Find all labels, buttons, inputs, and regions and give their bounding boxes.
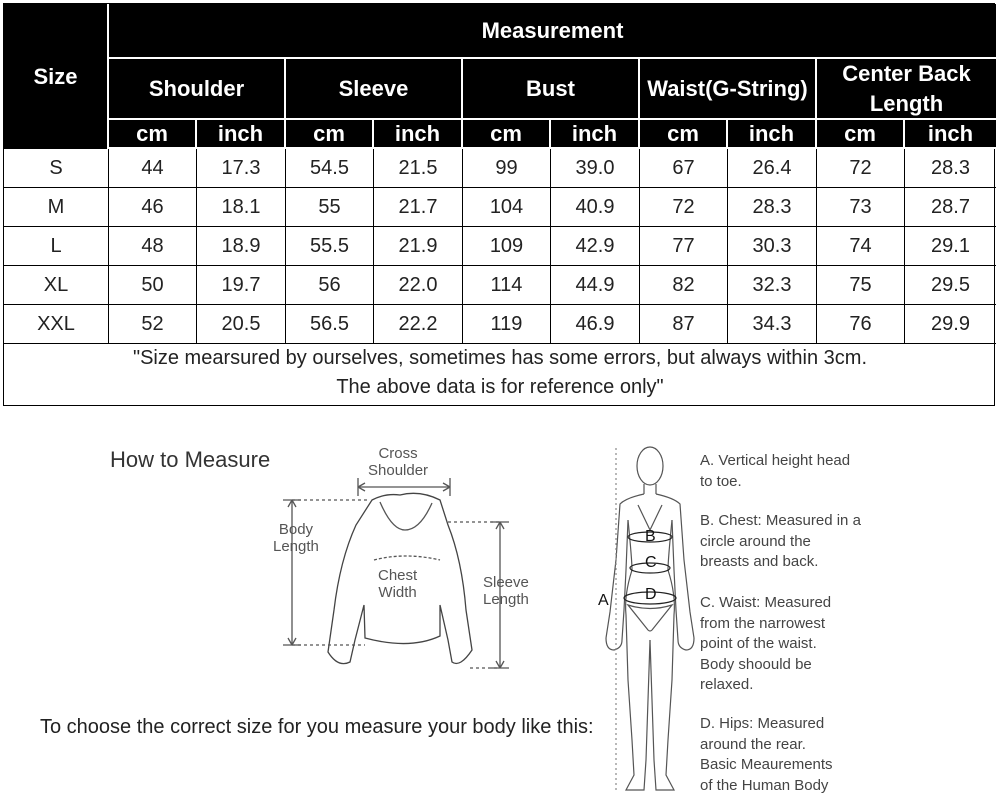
chest-width-label: Chest Width (378, 567, 418, 601)
cross-shoulder-label: Cross Shoulder (368, 445, 429, 479)
table-note (4, 344, 996, 402)
table-cell: 28.3 (905, 149, 996, 188)
description-a: A. Vertical height head to toe. (700, 452, 851, 490)
table-cell: 18.1 (197, 188, 286, 227)
note-line-1: "Size mearsured by ourselves, sometimes has some errors, but always within 3cm. (132, 347, 868, 369)
label-d: D (645, 586, 657, 603)
table-cell: 119 (463, 305, 551, 344)
note-line-2: The above data is for reference only" (336, 376, 664, 398)
size-cell: XL (4, 266, 109, 305)
table-cell: 29.5 (905, 266, 996, 305)
table-cell: 19.7 (197, 266, 286, 305)
table-cell: 55 (286, 188, 374, 227)
table-cell: 82 (640, 266, 728, 305)
table-cell: 40.9 (551, 188, 640, 227)
table-cell: 56.5 (286, 305, 374, 344)
table-cell: 39.0 (551, 149, 640, 188)
table-cell: 109 (463, 227, 551, 266)
table-cell: 44 (109, 149, 197, 188)
description-d: D. Hips: Measured around the rear. Basic Meaurements of the Human Body (700, 715, 833, 794)
size-cell: S (4, 149, 109, 188)
table-cell: 76 (817, 305, 905, 344)
table-cell: 73 (817, 188, 905, 227)
center-back-length-header: Center Back Length (817, 59, 996, 120)
table-cell: 56 (286, 266, 374, 305)
size-header: Size (4, 4, 109, 149)
unit-header: inch (728, 120, 817, 149)
body-length-label: Body Length (273, 521, 319, 555)
table-cell: 21.7 (374, 188, 463, 227)
table-cell: 72 (817, 149, 905, 188)
table-cell: 21.9 (374, 227, 463, 266)
table-cell: 17.3 (197, 149, 286, 188)
unit-header: cm (109, 120, 197, 149)
table-cell: 34.3 (728, 305, 817, 344)
size-cell: M (4, 188, 109, 227)
table-cell: 42.9 (551, 227, 640, 266)
table-cell: 52 (109, 305, 197, 344)
size-cell: XXL (4, 305, 109, 344)
how-to-measure-title: How to Measure (110, 447, 271, 472)
table-cell: 72 (640, 188, 728, 227)
table-cell: 29.1 (905, 227, 996, 266)
measurement-header: Measurement (109, 4, 996, 59)
bust-header: Bust (463, 59, 640, 120)
table-cell: 22.0 (374, 266, 463, 305)
table-cell: 20.5 (197, 305, 286, 344)
table-cell: 74 (817, 227, 905, 266)
table-cell: 44.9 (551, 266, 640, 305)
label-c: C (645, 554, 657, 571)
table-cell: 99 (463, 149, 551, 188)
table-cell: 30.3 (728, 227, 817, 266)
unit-header: inch (905, 120, 996, 149)
table-cell: 46.9 (551, 305, 640, 344)
choose-size-instruction: To choose the correct size for you measure your body like this: (40, 716, 594, 738)
table-cell: 32.3 (728, 266, 817, 305)
unit-header: cm (817, 120, 905, 149)
sleeve-length-label: Sleeve Length (483, 574, 529, 608)
table-cell: 67 (640, 149, 728, 188)
waist-header: Waist(G-String) (640, 59, 817, 120)
table-cell: 104 (463, 188, 551, 227)
unit-header: inch (374, 120, 463, 149)
table-cell: 87 (640, 305, 728, 344)
table-cell: 114 (463, 266, 551, 305)
size-chart-table (3, 3, 995, 406)
unit-header: cm (640, 120, 728, 149)
table-cell: 77 (640, 227, 728, 266)
sleeve-header: Sleeve (286, 59, 463, 120)
table-cell: 54.5 (286, 149, 374, 188)
table-cell: 55.5 (286, 227, 374, 266)
table-cell: 26.4 (728, 149, 817, 188)
table-cell: 75 (817, 266, 905, 305)
table-cell: 29.9 (905, 305, 996, 344)
description-c: C. Waist: Measured from the narrowest point of the waist. Body shoould be relaxed. (700, 594, 832, 693)
body-measure-diagram (595, 443, 705, 798)
unit-header: cm (286, 120, 374, 149)
table-cell: 18.9 (197, 227, 286, 266)
size-cell: L (4, 227, 109, 266)
unit-header: inch (551, 120, 640, 149)
table-cell: 50 (109, 266, 197, 305)
unit-header: cm (463, 120, 551, 149)
unit-header: inch (197, 120, 286, 149)
table-cell: 28.3 (728, 188, 817, 227)
label-a: A (598, 592, 609, 609)
table-cell: 22.2 (374, 305, 463, 344)
table-cell: 21.5 (374, 149, 463, 188)
label-b: B (645, 528, 656, 545)
description-b: B. Chest: Measured in a circle around the breasts and back. (700, 512, 861, 570)
table-cell: 48 (109, 227, 197, 266)
shoulder-header: Shoulder (109, 59, 286, 120)
table-cell: 46 (109, 188, 197, 227)
table-cell: 28.7 (905, 188, 996, 227)
